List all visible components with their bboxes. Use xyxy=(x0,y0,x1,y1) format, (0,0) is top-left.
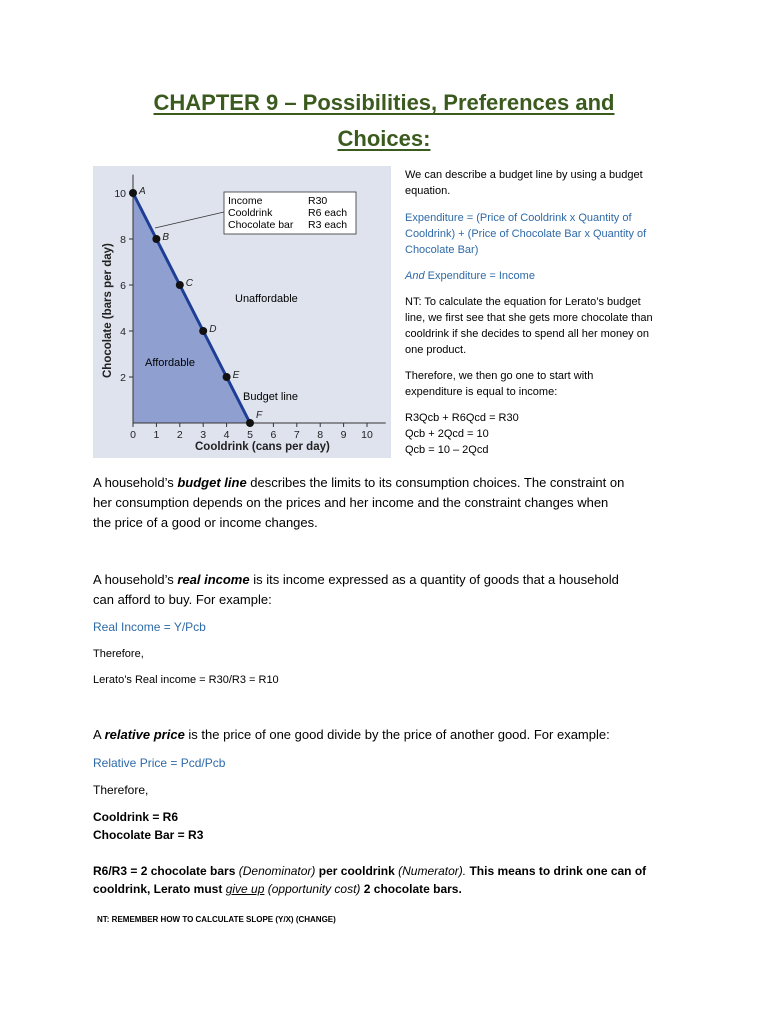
y-tick-label: 8 xyxy=(120,234,126,246)
text-span: per cooldrink xyxy=(315,864,399,878)
y-axis-label: Chocolate (bars per day) xyxy=(102,243,114,378)
point-label: A xyxy=(139,186,146,197)
budget-formulas xyxy=(405,410,685,458)
budget-line-chart xyxy=(93,166,391,458)
text-span: cooldrink, Lerato must xyxy=(93,882,226,896)
legend-item: Cooldrink xyxy=(228,207,273,219)
expenditure-income-equation xyxy=(405,268,685,284)
term-budget-line: budget line xyxy=(177,475,247,490)
text-line: line, we first see that she gets more chocolate than xyxy=(405,312,653,324)
x-tick-label: 9 xyxy=(340,429,347,441)
x-tick-label: 2 xyxy=(176,429,183,441)
point-label: F xyxy=(256,410,263,421)
text-span: (Numerator). xyxy=(398,864,467,878)
cooldrink-price: Cooldrink = R6 xyxy=(93,810,179,824)
budget-equation-intro xyxy=(405,167,685,199)
x-tick-label: 8 xyxy=(317,429,324,441)
page-title-line2: Choices: xyxy=(337,126,431,151)
term-relative-price: relative price xyxy=(104,727,185,742)
relative-therefore: Therefore, xyxy=(93,783,149,797)
data-point xyxy=(246,419,254,427)
slope-note: NT: REMEMBER HOW TO CALCULATE SLOPE (Y/X) (CHANGE) xyxy=(97,915,336,924)
opportunity-cost-paragraph xyxy=(93,862,683,898)
text-line: Chocolate Bar) xyxy=(405,244,479,256)
point-label: D xyxy=(209,324,217,335)
x-tick-label: 6 xyxy=(270,429,277,441)
prices-list xyxy=(93,808,203,844)
term-real-income: real income xyxy=(177,572,250,587)
point-label: E xyxy=(232,370,240,381)
text-line: NT: To calculate the equation for Lerato’s budget xyxy=(405,296,641,308)
data-point xyxy=(152,235,160,243)
text-span: R6/R3 = 2 chocolate bars xyxy=(93,864,239,878)
x-tick-label: 5 xyxy=(247,429,253,441)
budget-line-paragraph xyxy=(93,473,683,533)
data-point xyxy=(199,327,207,335)
formula-line: Qcb = 10 – 2Qcd xyxy=(405,444,489,456)
legend-value: R3 each xyxy=(308,219,348,231)
text-line: expenditure is equal to income: xyxy=(405,386,558,398)
legend-value: R30 xyxy=(308,195,328,207)
affordable-label: Affordable xyxy=(145,357,195,369)
real-income-calculation: Lerato’s Real income = R30/R3 = R10 xyxy=(93,674,279,686)
text-span: is the price of one good divide by the price of another good. For example: xyxy=(184,727,610,742)
note-budget-line xyxy=(405,294,685,358)
x-tick-label: 1 xyxy=(153,429,160,441)
y-tick-label: 6 xyxy=(120,280,126,292)
y-tick-label: 2 xyxy=(120,372,126,384)
legend-item: Income xyxy=(228,195,263,207)
x-tick-label: 7 xyxy=(293,429,300,441)
data-point xyxy=(176,281,184,289)
x-tick-label: 0 xyxy=(130,429,136,441)
text-line: Therefore, we then go one to start with xyxy=(405,370,594,382)
x-tick-label: 4 xyxy=(223,429,230,441)
text-span: give up xyxy=(225,882,265,896)
y-tick-label: 10 xyxy=(114,188,126,200)
point-label: C xyxy=(185,278,194,289)
x-axis-label: Cooldrink (cans per day) xyxy=(195,441,330,453)
text-span: This means to drink one can of xyxy=(466,864,647,878)
text-span: A household’s xyxy=(93,572,178,587)
text-line: Cooldrink) + (Price of Chocolate Bar x Quantity of xyxy=(405,228,647,240)
real-income-paragraph xyxy=(93,570,683,610)
text-span: 2 chocolate bars. xyxy=(360,882,462,896)
text-span: is its income expressed as a quantity of goods that a household xyxy=(249,572,619,587)
text-line: her consumption depends on the prices and her income and the constraint changes when xyxy=(93,495,609,510)
data-point xyxy=(129,189,137,197)
therefore-paragraph xyxy=(405,368,685,400)
text-line: equation. xyxy=(405,185,451,197)
x-tick-label: 10 xyxy=(361,429,373,441)
text-span: A xyxy=(93,727,105,742)
text-line: We can describe a budget line by using a budget xyxy=(405,169,643,181)
x-tick-label: 3 xyxy=(200,429,207,441)
point-label: B xyxy=(162,232,170,243)
text-line: Expenditure = Income xyxy=(424,270,535,282)
text-line: Expenditure = (Price of Cooldrink x Quantity of xyxy=(405,212,632,224)
relative-price-paragraph xyxy=(93,725,683,745)
data-point xyxy=(223,373,231,381)
formula-line: Qcb + 2Qcd = 10 xyxy=(405,428,489,440)
page-title: CHAPTER 9 – Possibilities, Preferences and xyxy=(153,90,615,115)
text-span: (opportunity cost) xyxy=(264,882,361,896)
legend-item: Chocolate bar xyxy=(228,219,294,231)
formula-line: R3Qcb + R6Qcd = R30 xyxy=(405,412,519,424)
chocolate-price: Chocolate Bar = R3 xyxy=(93,828,204,842)
legend-value: R6 each xyxy=(308,207,348,219)
relative-price-formula: Relative Price = Pcd/Pcb xyxy=(93,756,226,770)
text-span: (Denominator) xyxy=(238,864,316,878)
and-word: And xyxy=(405,270,425,282)
budget-line-label: Budget line xyxy=(243,391,299,403)
real-income-formula: Real Income = Y/Pcb xyxy=(93,620,206,634)
text-line: cooldrink if she decides to spend all her money on xyxy=(405,328,649,340)
text-span: describes the limits to its consumption choices. The constraint on xyxy=(246,475,625,490)
text-line: one product. xyxy=(405,344,467,356)
text-span: A household’s xyxy=(93,475,178,490)
unaffordable-label: Unaffordable xyxy=(235,293,298,305)
expenditure-equation xyxy=(405,210,685,258)
text-line: the price of a good or income changes. xyxy=(93,515,318,530)
text-line: can afford to buy. For example: xyxy=(93,592,272,607)
real-income-therefore: Therefore, xyxy=(93,648,144,660)
y-tick-label: 4 xyxy=(120,326,126,338)
